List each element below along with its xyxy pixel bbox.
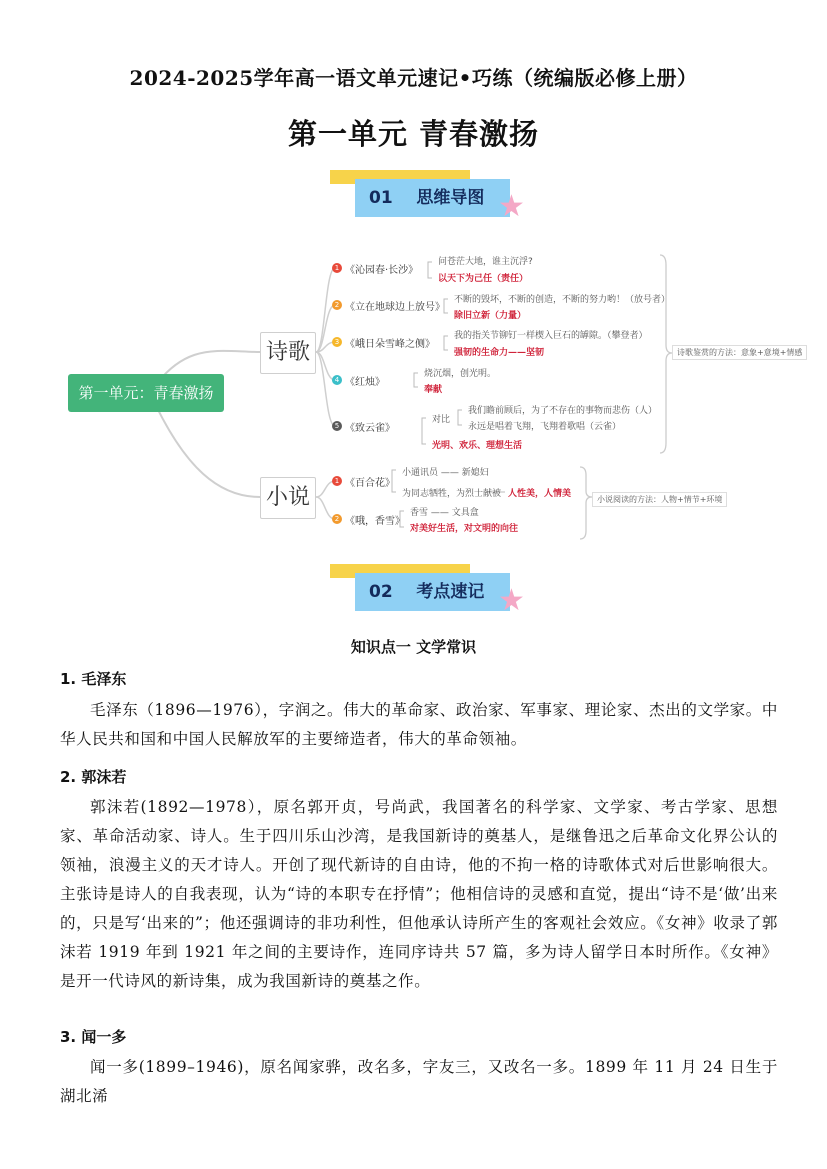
knowledge-point-title: 知识点一 文学常识 xyxy=(350,638,477,656)
work-number-badge: 2 xyxy=(332,300,342,310)
work-title: 《哦，香雪》 xyxy=(345,516,405,527)
work-quote: 烧沉烟，创光明。 xyxy=(424,369,497,379)
work-number-badge: 1 xyxy=(332,263,342,273)
star-icon: ★ xyxy=(498,189,525,224)
work-title: 《峨日朵雪峰之侧》 xyxy=(345,339,435,350)
work-plot: 为同志牺牲，为烈士献被 xyxy=(402,489,502,499)
work-theme: 奉献 xyxy=(424,385,443,395)
novel-method-note: 小说阅读的方法：人物+情节+环境 xyxy=(592,492,727,507)
work-theme: 人性美，人情美 xyxy=(508,489,572,499)
category-novel: 小说 xyxy=(260,477,316,519)
unit-title: 第一单元 青春激扬 xyxy=(287,117,540,151)
section-banner-label: 02 考点速记 xyxy=(369,582,485,602)
work-number-badge: 4 xyxy=(332,375,342,385)
category-poetry: 诗歌 xyxy=(260,332,316,374)
work-quote: 我的指关节铆钉一样楔入巨石的罅隙。（攀登者） xyxy=(454,331,648,341)
work-contrast-label: 对比 xyxy=(432,415,451,425)
work-title: 《百合花》 xyxy=(345,478,395,489)
section-banner-label: 01 思维导图 xyxy=(369,188,485,208)
work-theme: 对美好生活，对文明的向往 xyxy=(410,524,519,534)
star-icon: ★ xyxy=(498,583,525,618)
work-quote: 不断的毁坏，不断的创造，不断的努力哟！（放号者） xyxy=(454,295,671,305)
work-characters: 香雪 —— 文具盒 xyxy=(410,508,479,518)
work-number-badge: 2 xyxy=(332,514,342,524)
author-paragraph: 毛泽东（1896—1976），字润之。伟大的革命家、政治家、军事家、理论家、杰出的文学家。中华人民共和国和中国人民解放军的主要缔造者，伟大的革命领袖。 xyxy=(60,701,778,748)
work-theme: 强韧的生命力——坚韧 xyxy=(454,348,545,358)
work-theme: 除旧立新（力量） xyxy=(454,311,527,321)
work-number-badge: 3 xyxy=(332,337,342,347)
work-characters: 小通讯员 —— 新媳妇 xyxy=(402,468,489,478)
work-theme: 光明、欢乐、理想生活 xyxy=(432,441,523,451)
work-title: 《红烛》 xyxy=(345,377,385,388)
work-number-badge: 5 xyxy=(332,421,342,431)
work-quote: 问苍茫大地，谁主沉浮? xyxy=(438,257,533,267)
work-title: 《沁园春·长沙》 xyxy=(345,265,419,276)
work-title: 《致云雀》 xyxy=(345,423,395,434)
work-quote: 我们瞻前顾后，为了不存在的事物而悲伤（人） xyxy=(468,406,658,416)
author-heading: 1. 毛泽东 xyxy=(60,670,127,688)
work-quote: 永远是唱着飞翔，飞翔着歌唱（云雀） xyxy=(468,422,622,432)
work-theme: 以天下为己任（责任） xyxy=(438,274,529,284)
document-title: 2024-2025学年高一语文单元速记•巧练（统编版必修上册） xyxy=(129,66,698,90)
section-banner-keypoints xyxy=(330,564,525,618)
poetry-method-note: 诗歌鉴赏的方法：意象+意境+情感 xyxy=(672,345,807,360)
mindmap-root: 第一单元：青春激扬 xyxy=(68,374,224,412)
author-heading: 3. 闻一多 xyxy=(60,1028,127,1046)
work-title: 《立在地球边上放号》 xyxy=(345,302,445,313)
author-paragraph: 郭沫若(1892—1978），原名郭开贞，号尚武，我国著名的科学家、文学家、考古学家、思想家、革命活动家、诗人。生于四川乐山沙湾，是我国新诗的奠基人，是继鲁迅之后革命文化界公认的领袖，浪漫主义的天才诗人。开创了现代新诗的自由诗，他的不拘一格的诗歌体式对后世影响很大。主张诗是诗人的自我表现，认为“诗的本职专在抒情”；他相信诗的灵感和直觉，提出“诗不是‘做’出来的，只是写‘出来的”；他还强调诗的非功利性，但他承认诗所产生的客观社会效应。《女神》收录了郭沫若 1919 年到 1921 年之间的主要诗作，连同序诗共 57 篇，多为诗人留学日本时所作。《女神》是开一代诗风的新诗集，成为我国新诗的奠基之作。 xyxy=(60,798,778,990)
work-number-badge: 1 xyxy=(332,476,342,486)
author-heading: 2. 郭沫若 xyxy=(60,768,127,786)
author-paragraph: 闻一多(1899–1946)，原名闻家骅，改名多，字友三，又改名一多。1899 年 11 月 24 日生于湖北浠 xyxy=(60,1058,778,1105)
